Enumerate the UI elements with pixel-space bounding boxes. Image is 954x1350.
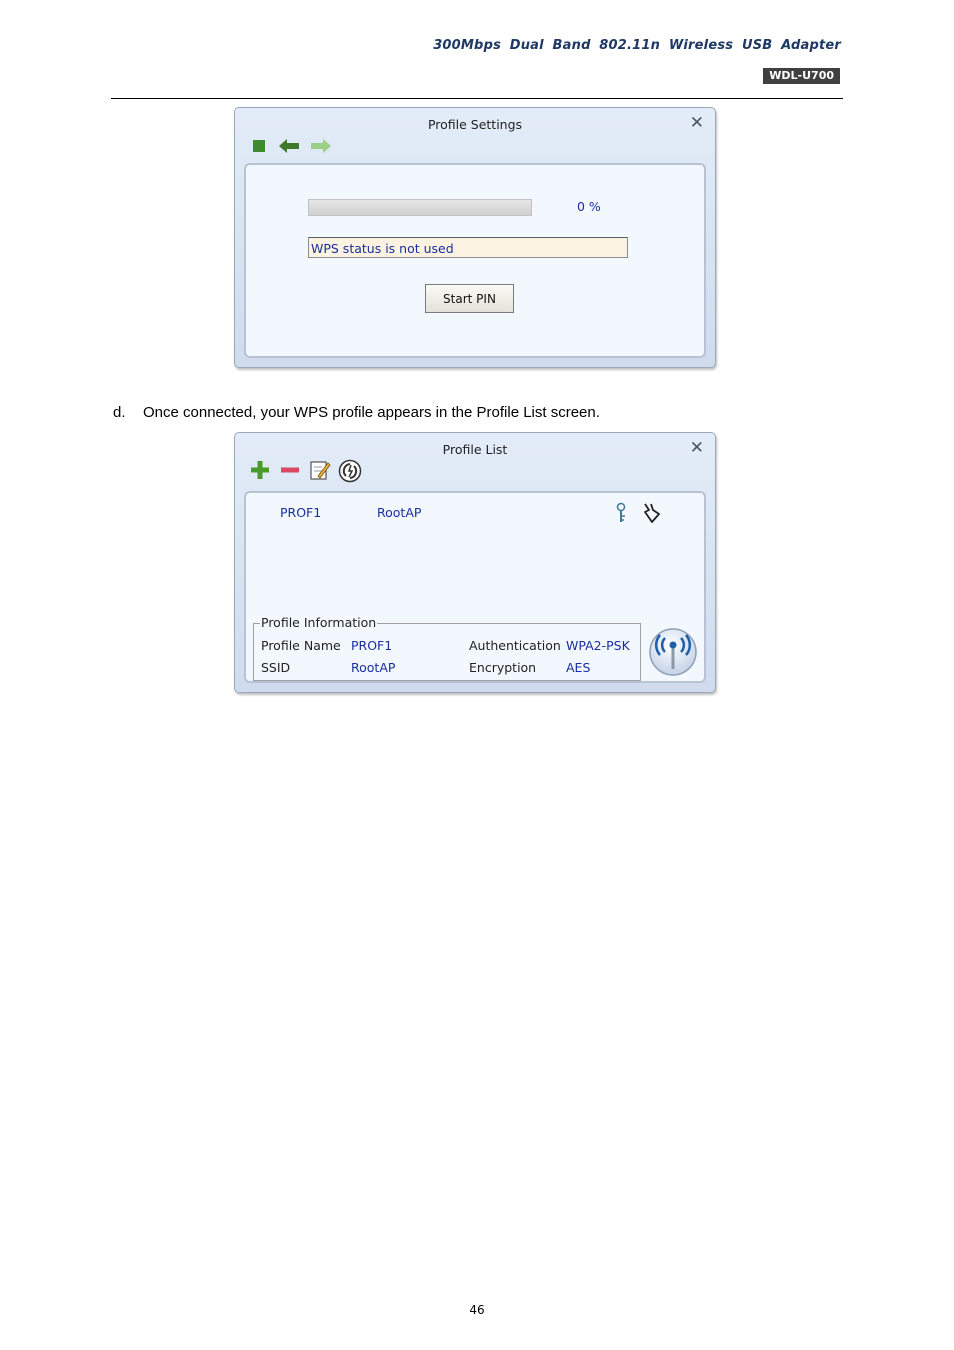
remove-icon[interactable]: [280, 460, 300, 480]
profile-settings-window: [234, 107, 716, 368]
key-icon: [614, 502, 628, 524]
encryption-value: AES: [566, 660, 591, 675]
wps-progress-bar: [308, 199, 532, 216]
step-text: Once connected, your WPS profile appears in the Profile List screen.: [143, 404, 600, 421]
start-pin-button[interactable]: Start PIN: [425, 284, 514, 313]
wps-status-field: WPS status is not used: [308, 237, 628, 258]
stop-icon[interactable]: [252, 139, 266, 153]
header-divider: [111, 98, 843, 99]
profile-name-value: PROF1: [351, 638, 393, 653]
authentication-value: WPA2-PSK: [566, 638, 630, 653]
forward-arrow-icon[interactable]: [310, 138, 332, 154]
step-instruction: [113, 404, 600, 421]
wireless-antenna-icon[interactable]: [648, 627, 698, 677]
close-icon[interactable]: ✕: [689, 438, 704, 458]
settings-panel: [244, 163, 706, 358]
connected-icon: [641, 502, 661, 524]
ssid-value: RootAP: [351, 660, 396, 675]
add-icon[interactable]: [250, 460, 270, 480]
back-arrow-icon[interactable]: [278, 138, 300, 154]
window-title: Profile List: [442, 442, 508, 457]
profile-name-label: Profile Name: [261, 638, 341, 653]
encryption-label: Encryption: [469, 660, 537, 675]
progress-percent: 0 %: [577, 199, 601, 214]
profile-row[interactable]: [246, 505, 704, 525]
page-number: 46: [469, 1303, 485, 1317]
profile-list-window: [234, 432, 716, 693]
authentication-label: Authentication: [469, 638, 561, 653]
profile-information-legend: Profile Information: [261, 615, 377, 630]
profile-list-panel: [244, 491, 706, 683]
profile-information-group: [253, 615, 641, 681]
product-title: 300Mbps Dual Band 802.11n Wireless USB Adapter: [433, 38, 841, 53]
profile-name: PROF1: [280, 505, 322, 520]
model-badge: WDL-U700: [763, 68, 840, 84]
edit-icon[interactable]: [309, 459, 331, 481]
wps-icon[interactable]: [338, 459, 362, 483]
window-title: Profile Settings: [427, 117, 523, 132]
step-marker: d.: [113, 404, 126, 421]
ssid-label: SSID: [261, 660, 291, 675]
profile-ssid: RootAP: [377, 505, 422, 520]
close-icon[interactable]: ✕: [689, 113, 704, 133]
